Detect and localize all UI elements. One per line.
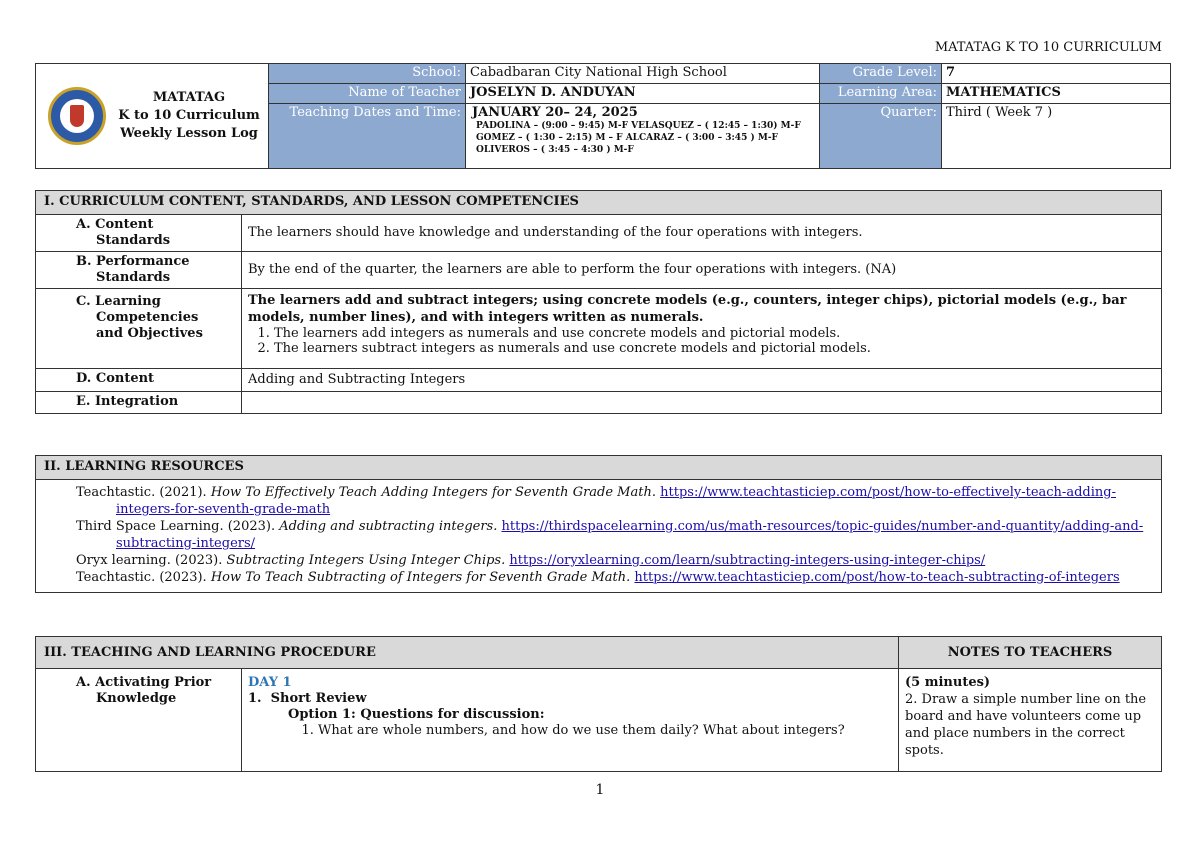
competencies-value xyxy=(242,289,1162,369)
integration-label: E. Integration xyxy=(36,392,242,414)
reference-link[interactable]: https://thirdspacelearning.com/us/math-resources/topic-guides/number-and-quantity/adding-and-subtracting-integers/ xyxy=(116,519,1144,551)
dates-label: Teaching Dates and Time: xyxy=(269,104,466,169)
lesson-log-header xyxy=(35,63,1171,169)
content-standards-value: The learners should have knowledge and understanding of the four operations with integers. xyxy=(242,215,1162,252)
performance-standards-label: B. Performance Standards xyxy=(36,252,242,289)
learning-resources-section xyxy=(35,455,1162,593)
curriculum-section xyxy=(35,190,1162,414)
competency-main: The learners add and subtract integers; using concrete models (e.g., counters, integer chips), pictorial models (e.g., bar models, number lines), and with integers written as numerals. xyxy=(248,293,1127,325)
competencies-label: C. Learning Competencies and Objectives xyxy=(36,289,242,369)
reference-item: Teachtastic. (2023). How To Teach Subtracting of Integers for Seventh Grade Math. https://www.teachtasticiep.com/post/how-to-teach-subtracting-of-integers xyxy=(76,570,1120,585)
quarter-value: Third ( Week 7 ) xyxy=(942,104,1171,169)
grade-label: Grade Level: xyxy=(820,64,942,84)
section-title: II. LEARNING RESOURCES xyxy=(36,456,1162,480)
reference-item: Oryx learning. (2023). Subtracting Integers Using Integer Chips. https://oryxlearning.com/learn/subtracting-integers-using-integer-chips/ xyxy=(76,553,986,568)
dates-value: JANUARY 20– 24, 2025 xyxy=(472,105,638,120)
quarter-label: Quarter: xyxy=(820,104,942,169)
integration-value xyxy=(242,392,1162,414)
reference-link[interactable]: https://oryxlearning.com/learn/subtracting-integers-using-integer-chips/ xyxy=(509,553,986,568)
schedule: PADOLINA – (9:00 – 9:45) M-F VELASQUEZ – ( 12:45 – 1:30) M-F GOMEZ – ( 1:30 – 2:15) M – F ALCARAZ – ( 3:00 – 3:45 ) M-F OLIVEROS – ( 3:45 – 4:30 ) M-F xyxy=(476,121,801,155)
objectives-list xyxy=(248,326,1155,356)
reference-link[interactable]: https://www.teachtasticiep.com/post/how-to-teach-subtracting-of-integers xyxy=(634,570,1120,585)
logo-text: MATATAG K to 10 Curriculum Weekly Lesson Log xyxy=(118,90,260,141)
grade-value: 7 xyxy=(946,65,956,80)
note-time: (5 minutes) xyxy=(905,675,991,690)
question-item: 1. What are whole numbers, and how do we use them daily? What about integers? xyxy=(318,723,892,738)
content-standards-label: A. Content Standards xyxy=(36,215,242,252)
short-review: Short Review xyxy=(270,691,367,706)
logo-cell xyxy=(36,64,269,169)
option-heading: Option 1: Questions for discussion: xyxy=(288,707,545,722)
content-label: D. Content xyxy=(36,369,242,392)
procedure-content: DAY 1 1. Short Review Option 1: Questions for discussion: 1. What are whole numbers, and how do we use them daily? What about integers? xyxy=(242,669,899,772)
section-title: III. TEACHING AND LEARNING PROCEDURE xyxy=(36,637,899,669)
page-number: 1 xyxy=(595,782,605,798)
deped-seal-icon xyxy=(48,87,106,145)
reference-link[interactable]: https://www.teachtasticiep.com/post/how-to-effectively-teach-adding-integers-for-seventh-grade-math xyxy=(116,485,1116,517)
notes-title: NOTES TO TEACHERS xyxy=(899,637,1162,669)
procedure-section xyxy=(35,636,1162,772)
school-label: School: xyxy=(269,64,466,84)
school-value: Cabadbaran City National High School xyxy=(466,64,820,84)
notes-content xyxy=(899,669,1162,772)
objective-item: 1. The learners add integers as numerals and use concrete models and pictorial models. xyxy=(274,326,1155,341)
learning-area-label: Learning Area: xyxy=(820,84,942,104)
teacher-value: JOSELYN D. ANDUYAN xyxy=(470,85,636,100)
reference-item: Teachtastic. (2021). How To Effectively Teach Adding Integers for Seventh Grade Math. https://www.teachtasticiep.com/post/how-to-effectively-teach-adding-integers-for-seventh-grade-math xyxy=(76,485,1116,517)
teacher-label: Name of Teacher xyxy=(269,84,466,104)
reference-item: Third Space Learning. (2023). Adding and subtracting integers. https://thirdspacelearning.com/us/math-resources/topic-guides/number-and-quantity/adding-and-subtracting-integers/ xyxy=(76,519,1144,551)
learning-area-value: MATHEMATICS xyxy=(946,85,1061,100)
activating-prior-knowledge-label: A. Activating Prior Knowledge xyxy=(36,669,242,772)
objective-item: 2. The learners subtract integers as numerals and use concrete models and pictorial models. xyxy=(274,341,1155,356)
question-list xyxy=(248,723,892,738)
content-value: Adding and Subtracting Integers xyxy=(242,369,1162,392)
note-text: 2. Draw a simple number line on the board and have volunteers come up and place numbers in the correct spots. xyxy=(905,692,1147,758)
reference-list xyxy=(36,480,1162,593)
day-heading: DAY 1 xyxy=(248,675,292,690)
curriculum-tag: MATATAG K TO 10 CURRICULUM xyxy=(934,40,1162,55)
performance-standards-value: By the end of the quarter, the learners are able to perform the four operations with integers. (NA) xyxy=(242,252,1162,289)
section-title: I. CURRICULUM CONTENT, STANDARDS, AND LESSON COMPETENCIES xyxy=(36,191,1162,215)
